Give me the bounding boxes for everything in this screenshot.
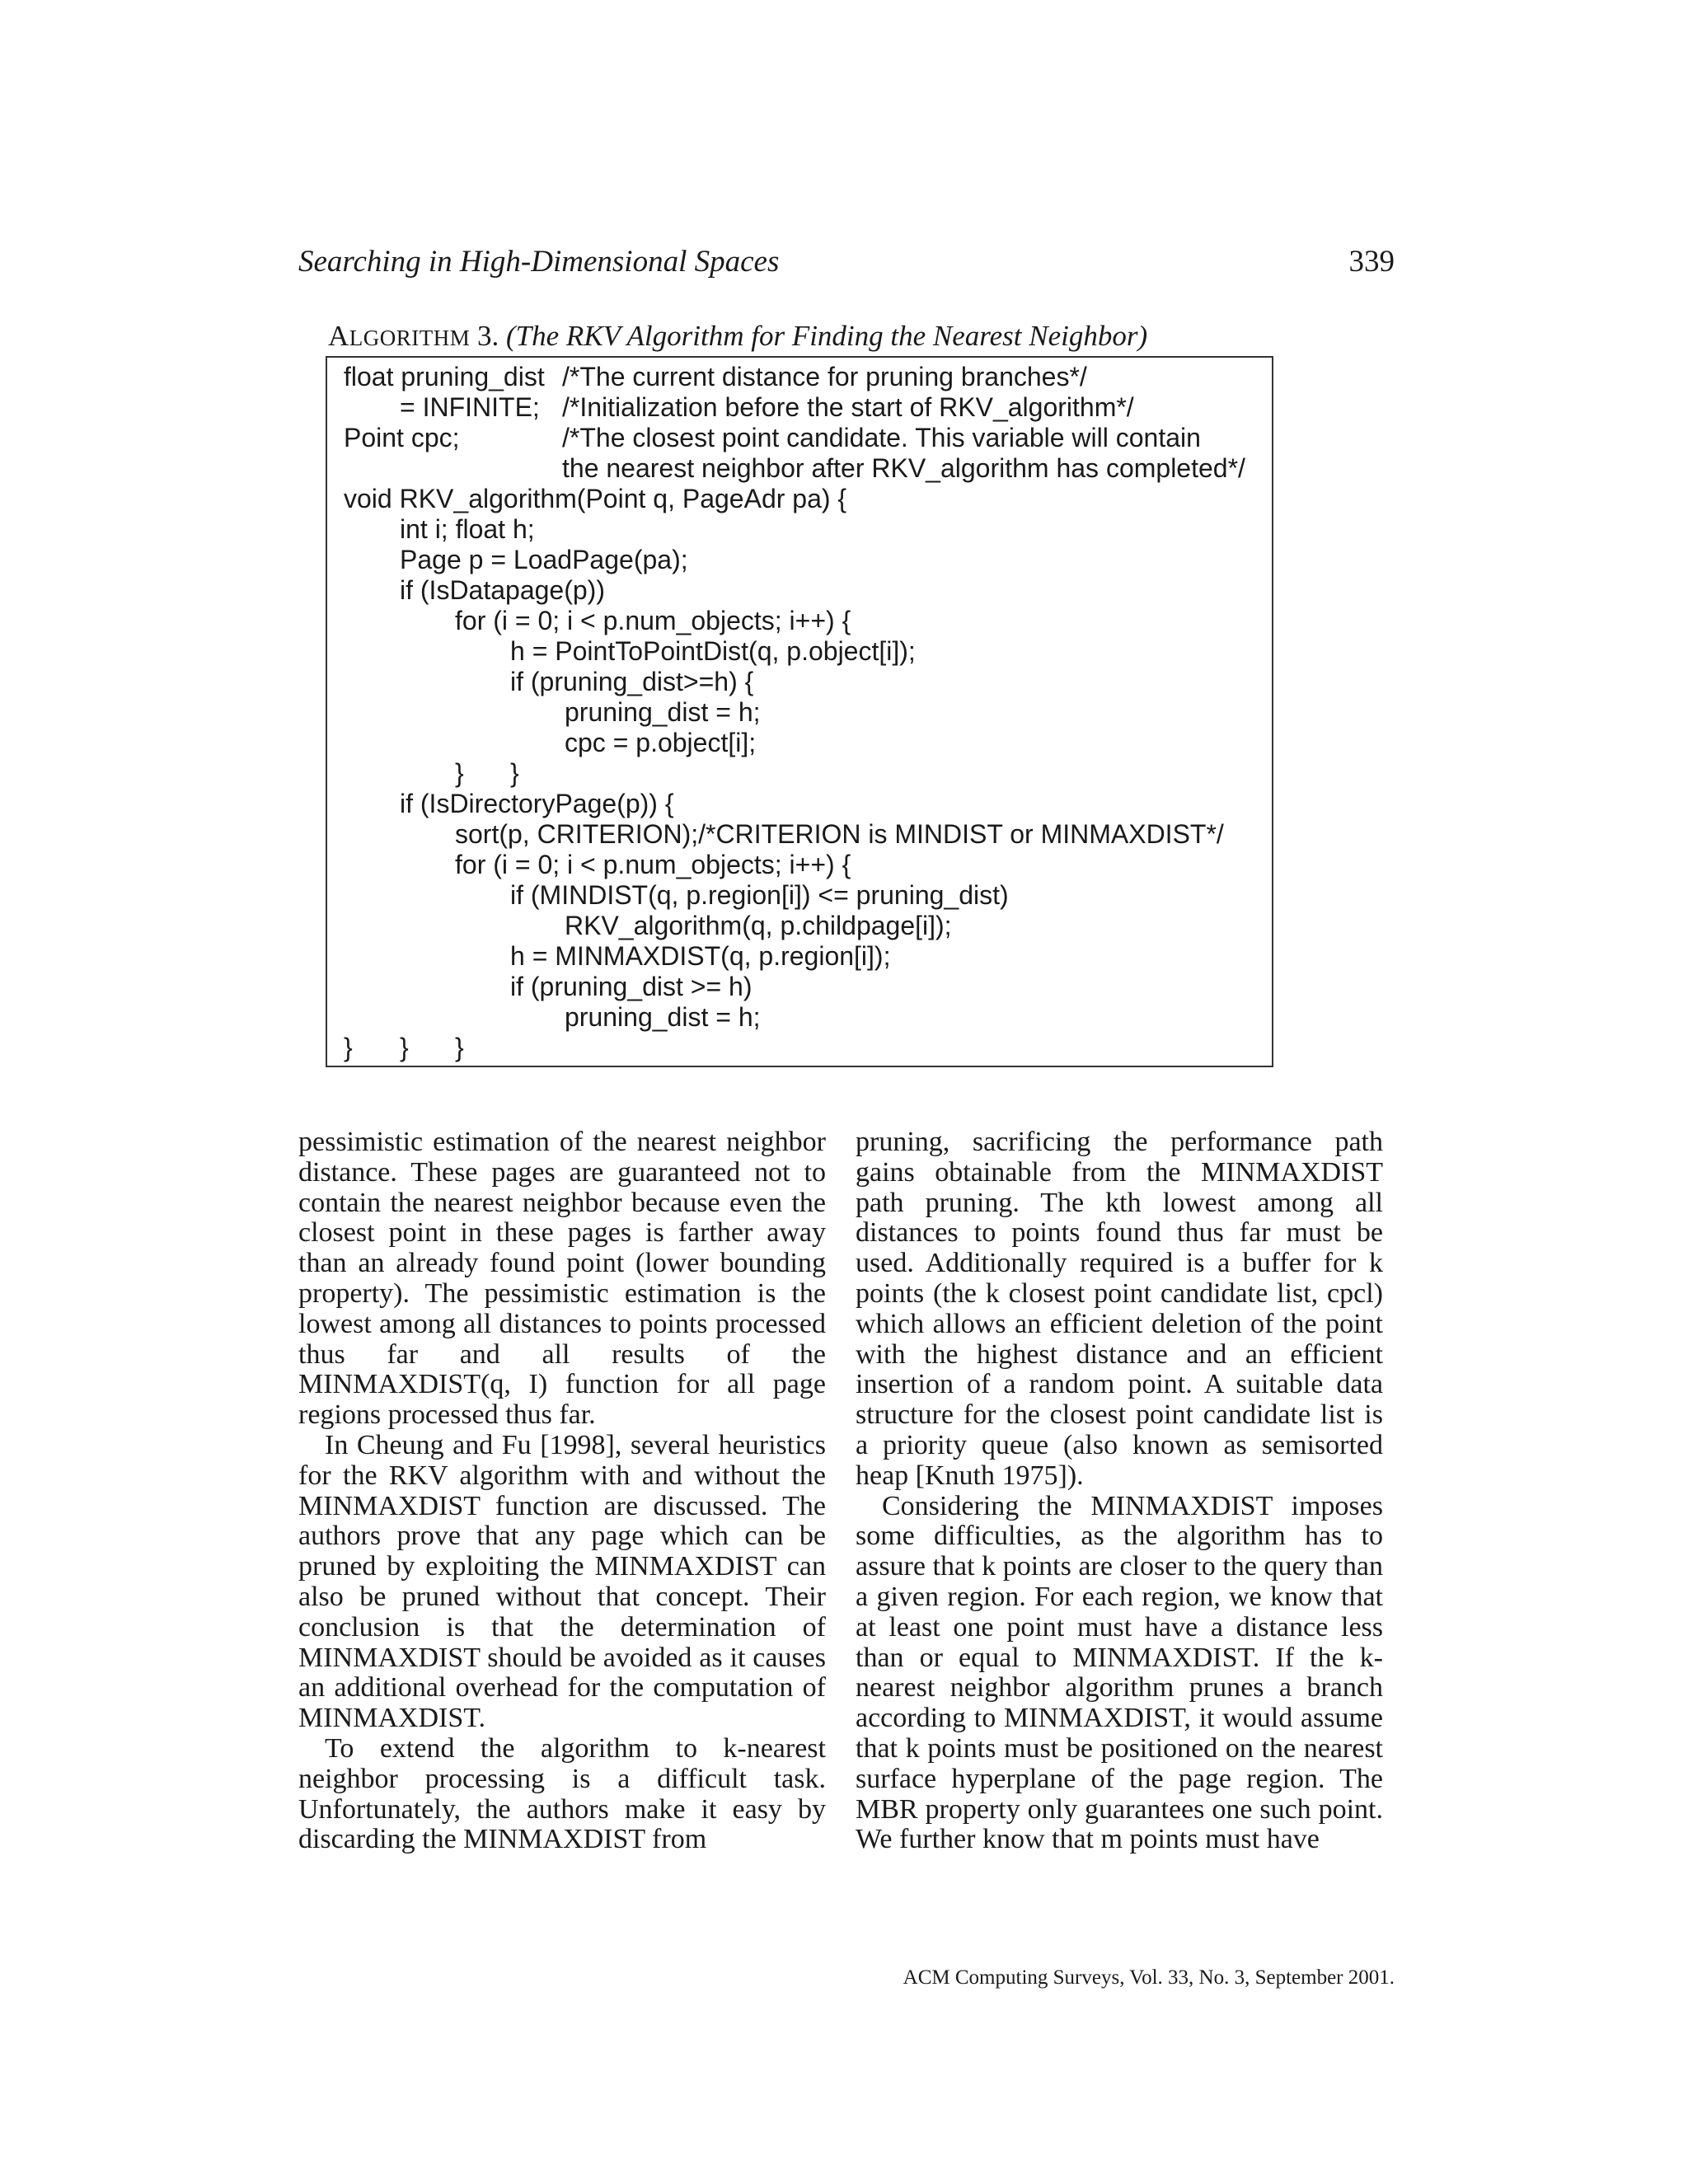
- algorithm-caption: [328, 318, 1367, 356]
- paragraph: In Cheung and Fu [1998], several heuristics for the RKV algorithm with and without the MINMAXDIST function are discussed. The authors prove that any page which can be pruned by exploiting the MINMAXDIST can also be pruned without that concept. Their conclusion is that the determination of MINMAXDIST should be avoided as it causes an additional overhead for the computation of MINMAXDIST.: [298, 1429, 826, 1734]
- code-text: if (pruning_dist>=h) {: [510, 667, 754, 696]
- algorithm-title: (The RKV Algorithm for Finding the Nearest Neighbor): [506, 320, 1148, 352]
- code-text: Page p = LoadPage(pa);: [400, 545, 688, 574]
- journal-footer: ACM Computing Surveys, Vol. 33, No. 3, September 2001.: [903, 1966, 1395, 1989]
- paragraph: pruning, sacrificing the performance path gains obtainable from the MINMAXDIST path pruning. The kth lowest among all distances to points found thus far must be used. Additionally required is a buffer for k points (the k closest point candidate list, cpcl) which allows an efficient deletion of the point with the highest distance and an efficient insertion of a random point. A suitable data structure for the closest point candidate list is a priority queue (also known as semisorted heap [Knuth 1975]).: [856, 1127, 1383, 1491]
- code-text: if (IsDatapage(p)): [400, 575, 605, 605]
- code-brace: }: [400, 1033, 409, 1062]
- paragraph: pessimistic estimation of the nearest neighbor distance. These pages are guaranteed not to contain the nearest neighbor because even the closest point in these pages is farther away than an already found point (lower bounding property). The pessimistic estimation is the lowest among all distances to points processed thus far and all results of the MINMAXDIST(q, I) function for all page regions processed thus far.: [298, 1127, 826, 1431]
- code-comment: /*The current distance for pruning branches*/: [562, 362, 1087, 391]
- paragraph: Considering the MINMAXDIST imposes some difficulties, as the algorithm has to assure that k points are closer to the query than a given region. For each region, we know that at least one point must have a distance less than or equal to MINMAXDIST. If the k-nearest neighbor algorithm prunes a branch according to MINMAXDIST, it would assume that k points must be positioned on the nearest surface hyperplane of the page region. The MBR property only guarantees one such point. We further know that m points must have: [856, 1490, 1383, 1855]
- code-comment: /*The closest point candidate. This variable will contain: [562, 423, 1201, 452]
- code-text: pruning_dist = h;: [565, 1002, 761, 1032]
- code-text: float pruning_dist: [344, 362, 545, 391]
- code-text: h = MINMAXDIST(q, p.region[i]);: [510, 941, 891, 971]
- code-text: if (MINDIST(q, p.region[i]) <= pruning_dist): [510, 880, 1009, 910]
- code-text: = INFINITE;: [400, 392, 540, 422]
- page-number: 339: [1348, 245, 1395, 279]
- code-text: h = PointToPointDist(q, p.object[i]);: [510, 636, 916, 666]
- right-column: [856, 1127, 1383, 1855]
- code-text: RKV_algorithm(q, p.childpage[i]);: [565, 911, 952, 940]
- code-comment: the nearest neighbor after RKV_algorithm has completed*/: [562, 453, 1245, 483]
- algorithm-number: 3.: [477, 320, 499, 352]
- algorithm-box: [326, 356, 1273, 1067]
- paragraph: To extend the algorithm to k-nearest neighbor processing is a difficult task. Unfortunately, the authors make it easy by discarding the MINMAXDIST from: [298, 1732, 826, 1855]
- code-text: for (i = 0; i < p.num_objects; i++) {: [455, 606, 851, 635]
- code-brace: }: [510, 758, 519, 788]
- code-text: pruning_dist = h;: [565, 697, 761, 727]
- code-text: if (IsDirectoryPage(p)) {: [400, 789, 674, 818]
- code-text: Point cpc;: [344, 423, 460, 452]
- code-text: for (i = 0; i < p.num_objects; i++) {: [455, 850, 851, 879]
- code-brace: }: [344, 1033, 353, 1062]
- code-comment: /*Initialization before the start of RKV_algorithm*/: [562, 392, 1134, 422]
- algorithm-label: ALGORITHM: [328, 320, 471, 352]
- left-column: [298, 1127, 826, 1855]
- code-text: int i; float h;: [400, 514, 535, 544]
- code-text: cpc = p.object[i];: [565, 728, 757, 757]
- running-title: Searching in High-Dimensional Spaces: [298, 245, 780, 279]
- code-text: sort(p, CRITERION);/*CRITERION is MINDIST or MINMAXDIST*/: [455, 819, 1224, 849]
- code-brace: }: [455, 1033, 464, 1062]
- running-head: [298, 244, 1395, 280]
- code-text: if (pruning_dist >= h): [510, 972, 753, 1001]
- code-brace: }: [455, 758, 464, 788]
- code-text: void RKV_algorithm(Point q, PageAdr pa) {: [344, 484, 847, 513]
